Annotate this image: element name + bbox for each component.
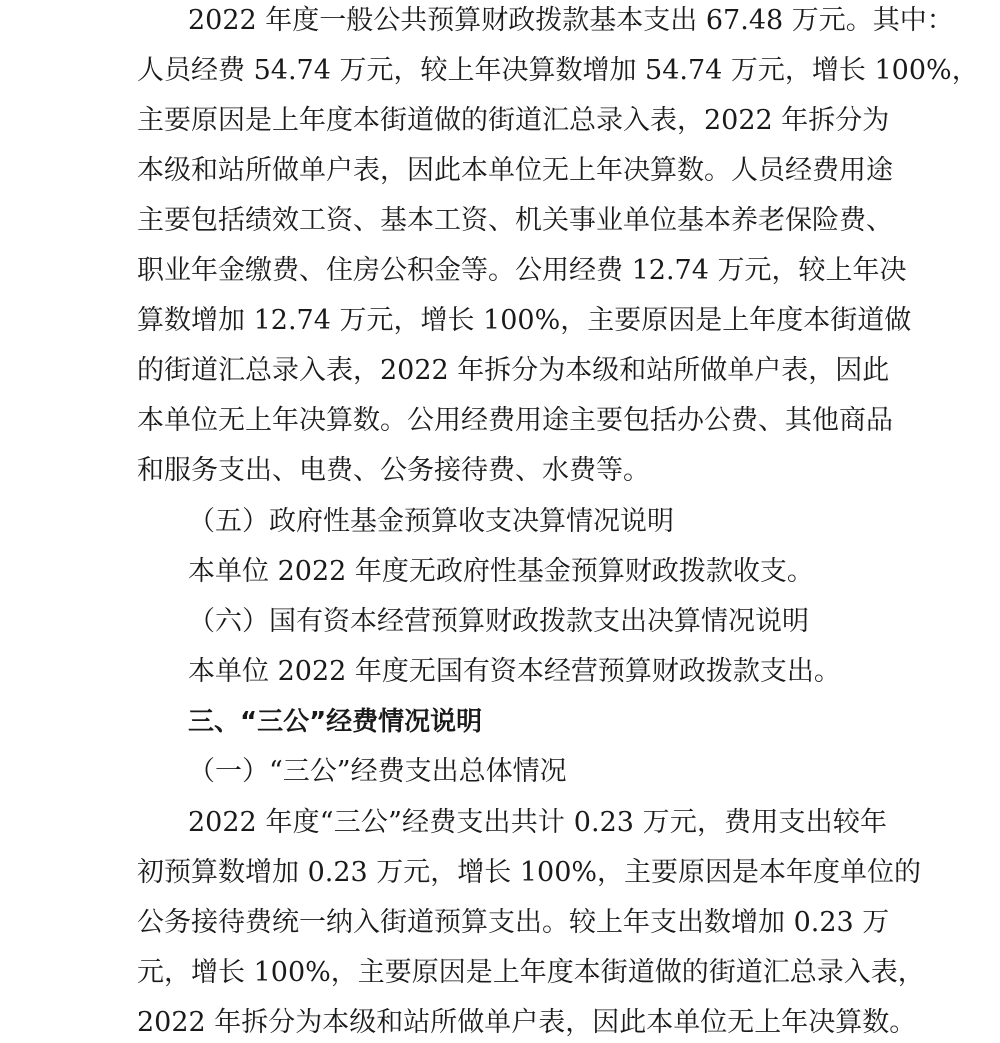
section-heading: （五）政府性基金预算收支决算情况说明 [188, 506, 674, 537]
paragraph-line: 初预算数增加 0.23 万元，增长 100%，主要原因是本年度单位的 [137, 857, 922, 888]
paragraph-line: 的街道汇总录入表，2022 年拆分为本级和站所做单户表，因此 [137, 355, 890, 386]
paragraph-line: 和服务支出、电费、公务接待费、水费等。 [137, 455, 650, 486]
paragraph-line: 主要原因是上年度本街道做的街道汇总录入表，2022 年拆分为 [137, 105, 890, 136]
chapter-heading: 三、“三公”经费情况说明 [188, 707, 483, 737]
paragraph-line: 人员经费 54.74 万元，较上年决算数增加 54.74 万元，增长 100%， [137, 55, 979, 86]
paragraph-line: 算数增加 12.74 万元，增长 100%，主要原因是上年度本街道做 [137, 305, 912, 336]
section-body: 本单位 2022 年度无政府性基金预算财政拨款收支。 [188, 556, 814, 587]
paragraph-line: 本单位无上年决算数。公用经费用途主要包括办公费、其他商品 [137, 405, 893, 436]
section-heading: （一）“三公”经费支出总体情况 [188, 756, 567, 787]
paragraph-line: 2022 年拆分为本级和站所做单户表，因此本单位无上年决算数。 [137, 1007, 917, 1038]
paragraph-line: 2022 年度一般公共预算财政拨款基本支出 67.48 万元。其中： [188, 5, 954, 36]
paragraph-line: 元，增长 100%，主要原因是上年度本街道做的街道汇总录入表， [137, 957, 925, 988]
paragraph-line: 2022 年度“三公”经费支出共计 0.23 万元，费用支出较年 [188, 807, 887, 838]
section-body: 本单位 2022 年度无国有资本经营预算财政拨款支出。 [188, 656, 841, 687]
paragraph-line: 公务接待费统一纳入街道预算支出。较上年支出数增加 0.23 万 [137, 907, 890, 938]
paragraph-line: 职业年金缴费、住房公积金等。公用经费 12.74 万元，较上年决 [137, 255, 907, 286]
section-heading: （六）国有资本经营预算财政拨款支出决算情况说明 [188, 606, 809, 637]
paragraph-line: 本级和站所做单户表，因此本单位无上年决算数。人员经费用途 [137, 155, 893, 186]
paragraph-line: 主要包括绩效工资、基本工资、机关事业单位基本养老保险费、 [137, 205, 893, 236]
